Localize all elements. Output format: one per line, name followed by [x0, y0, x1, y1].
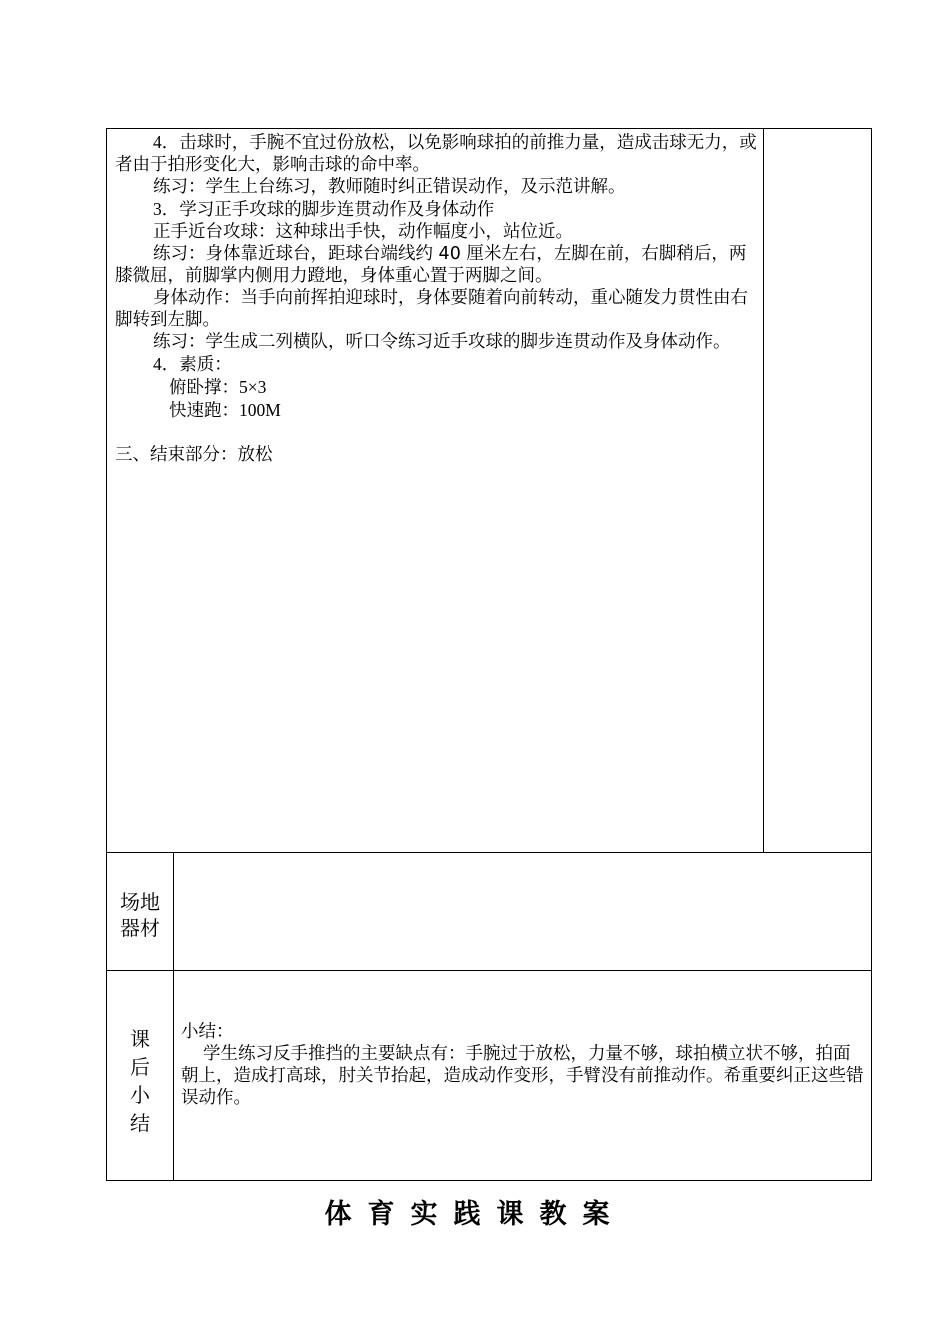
summary-content: [181, 1021, 865, 1109]
content-line: 4．素质：: [153, 354, 232, 375]
content-line: 4．击球时，手腕不宜过份放松，以免影响球拍的前推力量，造成击球无力，或者由于拍形变化大，影响击球的命中率。: [115, 132, 757, 175]
content-line: 练习：身体靠近球台，距球台端线约 40 厘米左右，左脚在前，右脚稍后，两膝微屈，前脚掌内侧用力蹬地，身体重心置于两脚之间。: [115, 244, 747, 286]
venue-label-line: 器材: [120, 916, 160, 940]
summary-label-char: 后: [130, 1055, 150, 1079]
content-line: 身体动作：当手向前挥拍迎球时，身体要随着向前转动，重心随发力贯性由右脚转到左脚。: [115, 288, 748, 330]
spacer: [115, 422, 757, 444]
right-column-divider: [763, 129, 764, 853]
row-divider-venue: [107, 852, 871, 853]
ending-section: 三、结束部分：放松: [115, 445, 273, 465]
content-line: 练习：学生成二列横队，听口令练习近手攻球的脚步连贯动作及身体动作。: [153, 332, 731, 352]
venue-label: [107, 889, 173, 941]
quality-item: 快速跑：100M: [169, 400, 281, 421]
summary-label-char: 课: [130, 1027, 150, 1051]
lesson-plan-table: [106, 128, 872, 1181]
label-column-divider: [173, 853, 174, 1181]
document-title: 体育实践课教案: [324, 1199, 626, 1230]
summary-label-char: 结: [130, 1111, 150, 1135]
quality-item: 俯卧撑：5×3: [169, 377, 267, 398]
lesson-content: [115, 131, 757, 466]
summary-label: [107, 1025, 173, 1137]
content-line: 正手近台攻球：这种球出手快，动作幅度小，站位近。: [153, 222, 573, 242]
content-line: 3．学习正手攻球的脚步连贯动作及身体动作: [153, 199, 495, 220]
summary-label-char: 小: [130, 1083, 150, 1107]
summary-body: 学生练习反手推挡的主要缺点有：手腕过于放松，力量不够，球拍横立状不够，拍面朝上，造成打高球，肘关节抬起，造成动作变形，手臂没有前推动作。希重要纠正这些错误动作。: [181, 1044, 864, 1108]
row-divider-summary: [107, 970, 871, 971]
summary-heading: 小结：: [181, 1022, 234, 1042]
content-line: 练习：学生上台练习，教师随时纠正错误动作，及示范讲解。: [153, 177, 626, 197]
venue-label-line: 场地: [120, 890, 160, 914]
